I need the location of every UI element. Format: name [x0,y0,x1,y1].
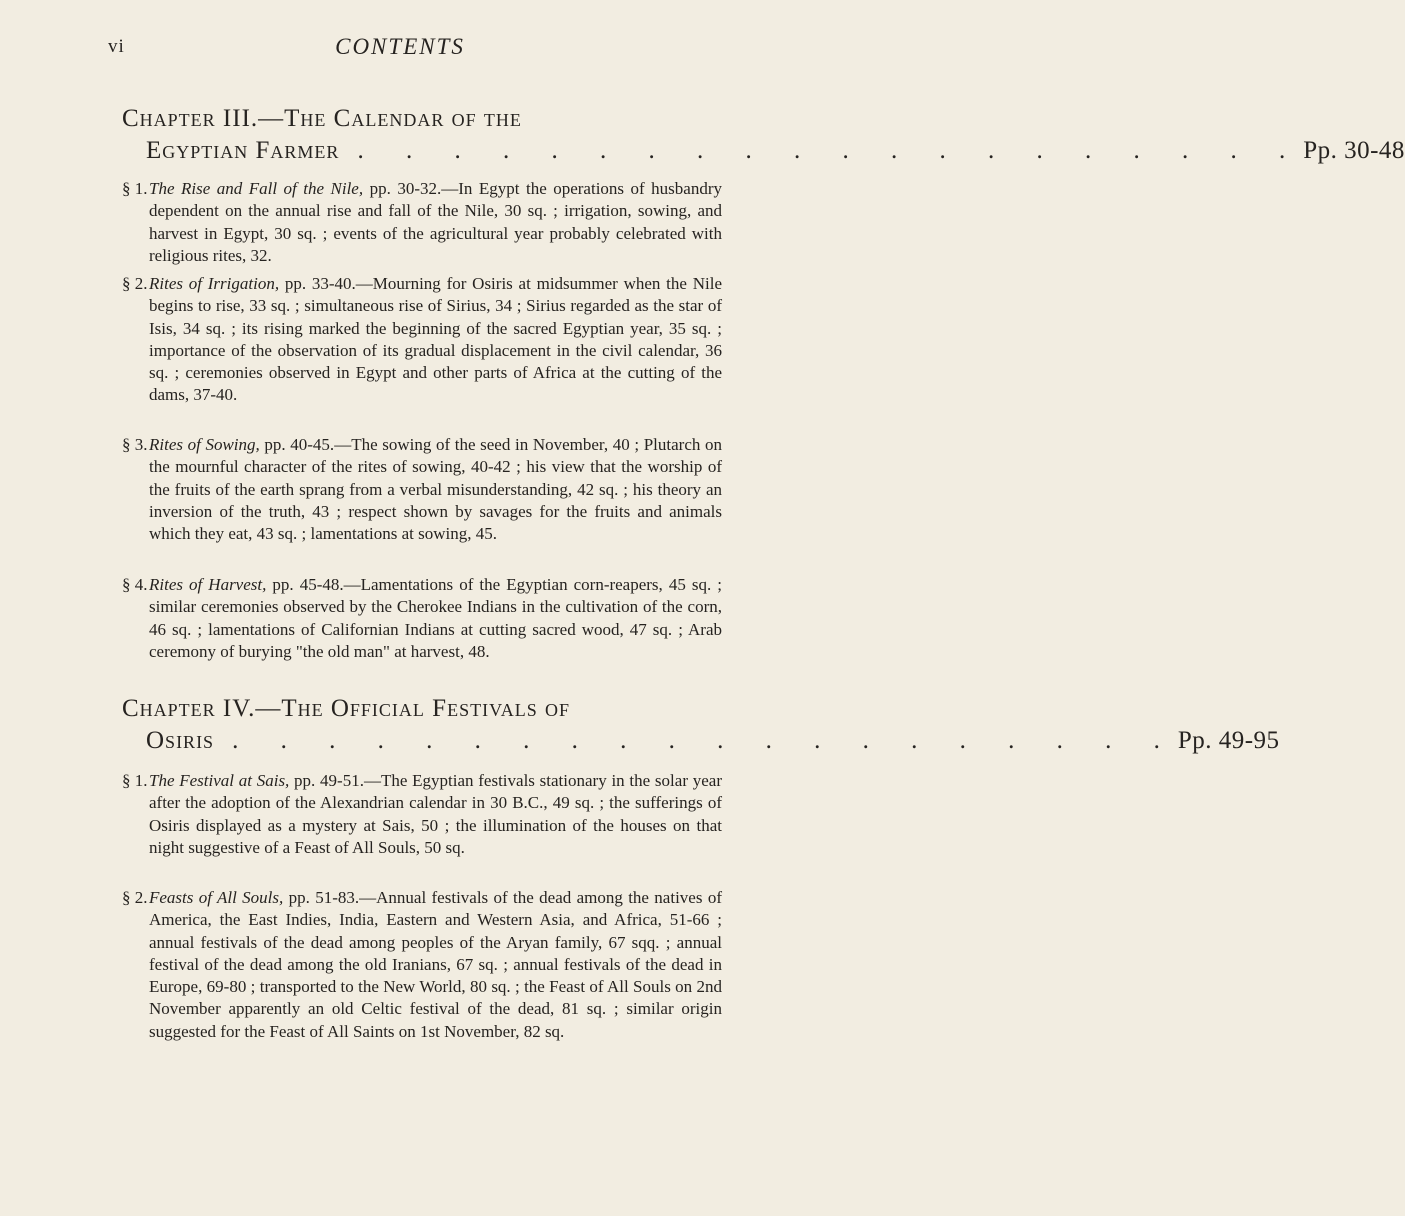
chapter-heading [122,693,1280,757]
section-title: Feasts of All Souls, [149,888,284,907]
section-text: —Annual festivals of the dead among the natives of America, the East Indies, India, Eastern and Western Asia, and Africa, 51-66 ; annual festivals of the dead among peoples of the Aryan family, 67 sqq. ; annual festival of the dead among the old Iranians, 67 sq. ; annual festivals of the dead in Europe, 69-80 ; transported to the New World, 80 sq. ; the Feast of All Souls on 2nd November apparently an old Celtic festival of the dead, 81 sq. ; similar origin suggested for the Feast of All Saints on 1st November, 82 sq. [149,888,722,1041]
chapter-subtitle: Egyptian Farmer [146,137,340,164]
section-title: Rites of Irrigation, [149,274,280,293]
section-title: Rites of Sowing, [149,435,260,454]
section-pages: pp. 33-40. [279,274,356,293]
chapter-pages: Pp. 49-95 [1177,727,1280,754]
section-pages: pp. 45-48. [266,575,344,594]
running-head [0,34,800,64]
section-text: —In Egypt the operations of husbandry dependent on the annual rise and fall of the Nile, 30 sq. ; irrigation, sowing, and harvest in Egypt, 30 sq. ; events of the agricultural year probably celebrated with religious rites, 32. [149,179,722,265]
running-title: CONTENTS [335,34,465,59]
section-number: § 4. [122,575,148,594]
chapter-title: Chapter III.—The Calendar of the [122,105,522,132]
chapter-pages: Pp. 30-48 [1303,137,1405,164]
contents-entry [122,434,722,545]
section-text: —The sowing of the seed in November, 40 ; Plutarch on the mournful character of the rites of sowing, 40-42 ; his view that the worship of the fruits of the earth sprang from a verbal misunderstanding, 42 sq. ; his theory an inversion of the truth, 43 ; respect shown by savages for the fruits and animals which they eat, 43 sq. ; lamentations at sowing, 45. [149,435,722,544]
section-pages: pp. 51-83. [283,888,360,907]
section-title: The Rise and Fall of the Nile, [149,179,364,198]
section-title: Rites of Harvest, [149,575,267,594]
section-text: —Lamentations of the Egyptian corn-reapers, 45 sq. ; similar ceremonies observed by the Cherokee Indians in the cultivation of the corn, 46 sq. ; lamentations of Californian Indians at cutting sacred wood, 47 sq. ; Arab ceremony of burying "the old man" at harvest, 48. [149,575,722,661]
section-title: The Festival at Sais, [149,771,290,790]
leader-dots: . . . . . . . . . . . . . . . . . . . . [232,727,1178,754]
page-number: vi [108,36,125,57]
leader-dots: . . . . . . . . . . . . . . . . . . . . [357,137,1304,164]
contents-entry [122,178,722,267]
chapter-title: Chapter IV.—The Official Festivals of [122,695,571,722]
contents-entry [122,770,722,859]
section-number: § 1. [122,771,148,790]
section-number: § 3. [122,435,148,454]
section-text: —The Egyptian festivals stationary in the solar year after the adoption of the Alexandrian calendar in 30 B.C., 49 sq. ; the sufferings of Osiris displayed as a mystery at Sais, 50 ; the illumination of the houses on that night suggestive of a Feast of All Souls, 50 sq. [149,771,722,857]
chapter-subtitle: Osiris [146,727,215,754]
contents-entry [122,273,722,407]
section-pages: pp. 30-32. [363,179,442,198]
section-pages: pp. 49-51. [289,771,364,790]
section-number: § 1. [122,179,148,198]
section-number: § 2. [122,888,148,907]
section-number: § 2. [122,274,148,293]
contents-entry [122,574,722,663]
chapter-heading [122,103,1405,167]
section-text: —Mourning for Osiris at midsummer when the Nile begins to rise, 33 sq. ; simultaneous rise of Sirius, 34 ; Sirius regarded as the star of Isis, 34 sq. ; its rising marked the beginning of the sacred Egyptian year, 35 sq. ; importance of the observation of its gradual displacement in the civil calendar, 36 sq. ; ceremonies observed in Egypt and other parts of Africa at the cutting of the dams, 37-40. [149,274,722,405]
contents-entry [122,887,722,1043]
section-pages: pp. 40-45. [259,435,335,454]
